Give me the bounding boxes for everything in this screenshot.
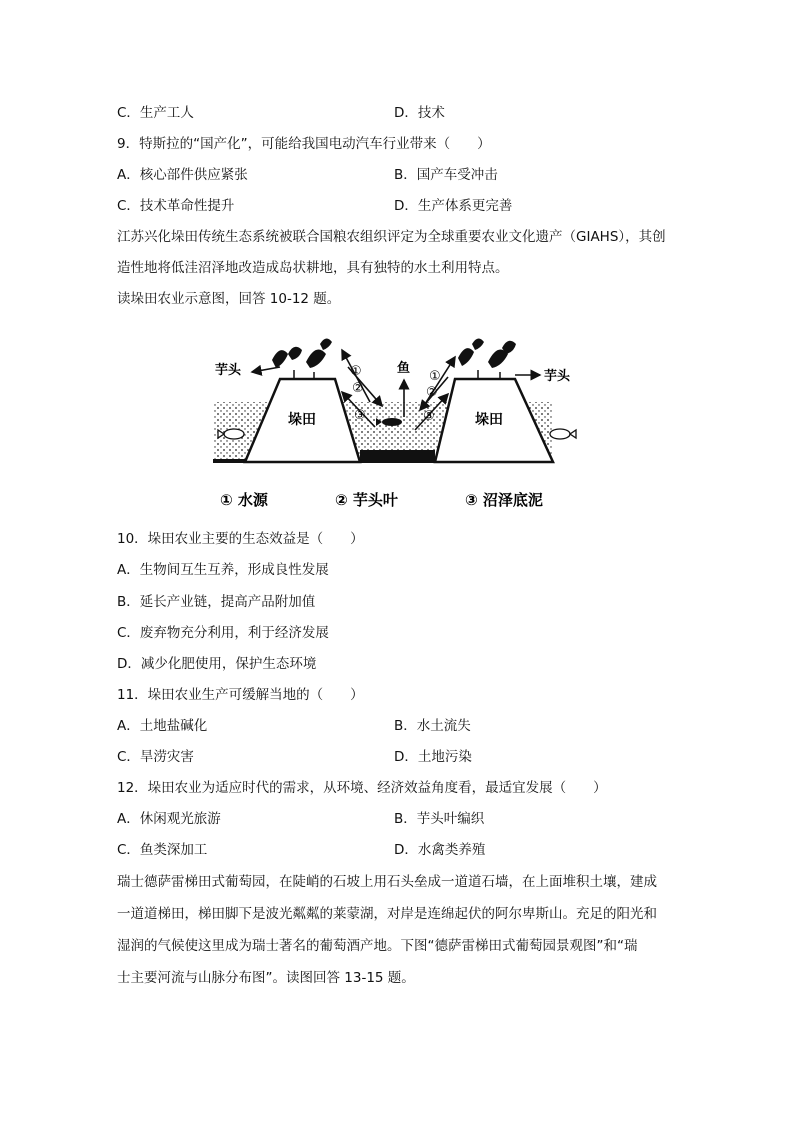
legend-water-source: ① 水源 — [220, 491, 268, 509]
right-taro-label: 芋头 — [544, 369, 571, 384]
marsh-sediment — [360, 450, 435, 460]
intro1-line3: 读垛田农业示意图，回答 10-12 题。 — [117, 291, 341, 307]
q12-option-c: C．鱼类深加工 — [117, 842, 208, 858]
legend-marsh-mud: ③ 沼泽底泥 — [465, 491, 543, 509]
q12-option-a: A．休闲观光旅游 — [117, 811, 221, 827]
legend-taro-leaf: ② 芋头叶 — [335, 491, 398, 509]
intro2-line3: 湿润的气候使这里成为瑞士著名的葡萄酒产地。下图“德萨雷梯田式葡萄园景观图”和“瑞 — [117, 938, 638, 954]
left-field-label: 垛田 — [288, 412, 316, 428]
intro2-line4: 士主要河流与山脉分布图”。读图回答 13-15 题。 — [117, 970, 415, 986]
right-marker-1: ① — [429, 369, 441, 384]
right-marker-3: ③ — [423, 409, 435, 424]
intro2-line2: 一道道梯田，梯田脚下是波光粼粼的莱蒙湖，对岸是连绵起伏的阿尔卑斯山。充足的阳光和 — [117, 906, 657, 922]
q8-option-d: D．技术 — [394, 105, 445, 121]
q10-option-d: D．减少化肥使用，保护生态环境 — [117, 656, 317, 672]
left-marker-2: ② — [352, 381, 364, 396]
left-marker-1: ① — [350, 364, 362, 379]
fish-label: 鱼 — [397, 361, 411, 376]
q9-option-b: B．国产车受冲击 — [394, 167, 498, 183]
q8-option-c: C．生产工人 — [117, 105, 194, 121]
q11-option-a: A．土地盐碱化 — [117, 718, 208, 734]
right-marker-2: ② — [426, 385, 438, 400]
q10-option-c: C．废弃物充分利用，利于经济发展 — [117, 625, 329, 641]
q12-option-d: D．水禽类养殖 — [394, 842, 486, 858]
intro1-line1: 江苏兴化垛田传统生态系统被联合国粮农组织评定为全球重要农业文化遗产（GIAHS），其创 — [117, 229, 666, 245]
q11-option-d: D．土地污染 — [394, 749, 472, 765]
right-fish-icon — [550, 429, 576, 439]
q10-stem: 10．垛田农业主要的生态效益是（ ） — [117, 531, 364, 547]
right-field-label: 垛田 — [475, 412, 503, 428]
q12-stem: 12．垛田农业为适应时代的需求，从环境、经济效益角度看，最适宜发展（ ） — [117, 780, 607, 796]
intro2-line1: 瑞士德萨雷梯田式葡萄园，在陡峭的石坡上用石头垒成一道道石墙，在上面堆积土壤，建成 — [117, 874, 657, 890]
right-taro-plant-icon — [458, 338, 516, 379]
q11-stem: 11．垛田农业生产可缓解当地的（ ） — [117, 687, 364, 703]
q11-option-c: C．旱涝灾害 — [117, 749, 194, 765]
q9-option-c: C．技术革命性提升 — [117, 198, 235, 214]
q9-option-a: A．核心部件供应紧张 — [117, 167, 248, 183]
raised-field-diagram — [210, 322, 605, 514]
q10-option-a: A．生物间互生互养，形成良性发展 — [117, 562, 329, 578]
left-taro-label: 芋头 — [215, 363, 242, 378]
q10-option-b: B．延长产业链，提高产品附加值 — [117, 594, 316, 610]
q9-option-d: D．生产体系更完善 — [394, 198, 513, 214]
left-taro-plant-icon — [272, 338, 332, 379]
q12-option-b: B．芋头叶编织 — [394, 811, 485, 827]
intro1-line2: 造性地将低洼沼泽地改造成岛状耕地，具有独特的水土利用特点。 — [117, 260, 509, 276]
left-marker-3: ③ — [354, 408, 366, 423]
q11-option-b: B．水土流失 — [394, 718, 471, 734]
q9-stem: 9．特斯拉的“国产化”，可能给我国电动汽车行业带来（ ） — [117, 136, 491, 152]
